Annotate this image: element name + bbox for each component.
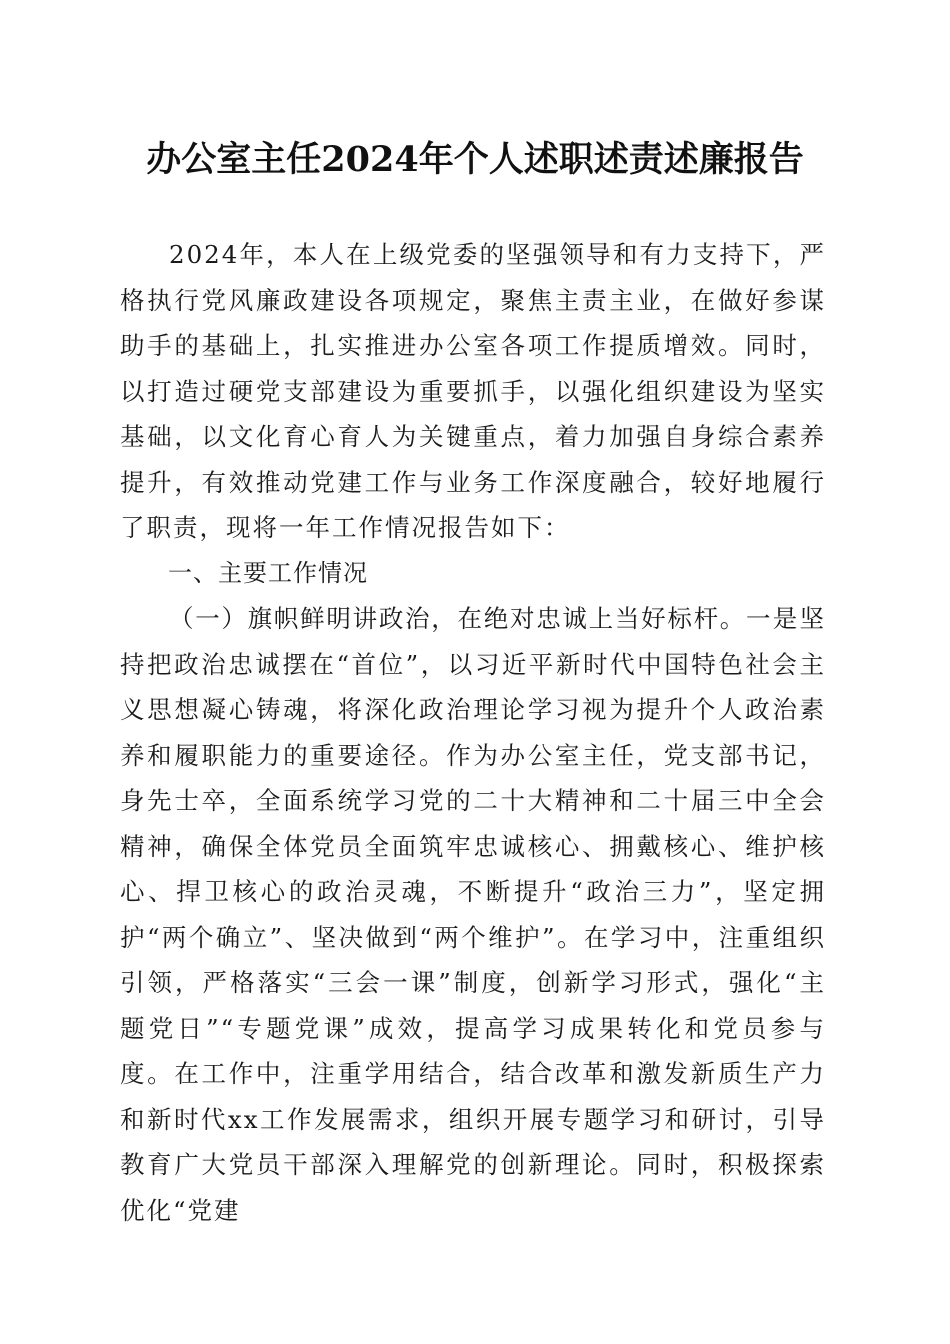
document-title: 办公室主任2024年个人述职述责述廉报告 — [146, 139, 804, 180]
document-body — [120, 232, 826, 1233]
section-heading-main-work: 一、主要工作情况 — [168, 558, 368, 587]
subsection-lead: （一）旗帜鲜明讲政治，在绝对忠诚上当好标杆。 — [169, 604, 747, 633]
subsection-body: 一是坚持把政治忠诚摆在“首位”，以习近平新时代中国特色社会主义思想凝心铸魂，将深化政治理论学习视为提升个人政治素养和履职能力的重要途径。作为办公室主任，党支部书记，身先士卒，全面系统学习党的二十大精神和二十届三中全会精神，确保全体党员全面筑牢忠诚核心、拥戴核心、维护核心、捍卫核心的政治灵魂，不断提升“政治三力”，坚定拥护“两个确立”、坚决做到“两个维护”。在学习中，注重组织引领，严格落实“三会一课”制度，创新学习形式，强化“主题党日”“专题党课”成效，提高学习成果转化和党员参与度。在工作中，注重学用结合，结合改革和激发新质生产力和新时代xx工作发展需求，组织开展专题学习和研讨，引导教育广大党员干部深入理解党的创新理论。同时，积极探索优化“党建 — [120, 604, 827, 1225]
intro-paragraph: 2024年，本人在上级党委的坚强领导和有力支持下，严格执行党风廉政建设各项规定，聚焦主责主业，在做好参谋助手的基础上，扎实推进办公室各项工作提质增效。同时，以打造过硬党支部建设为重要抓手，以强化组织建设为坚实基础，以文化育心育人为关键重点，着力加强自身综合素养提升，有效推动党建工作与业务工作深度融合，较好地履行了职责，现将一年工作情况报告如下： — [120, 240, 826, 542]
subsection-paragraph-politics — [120, 596, 826, 1233]
